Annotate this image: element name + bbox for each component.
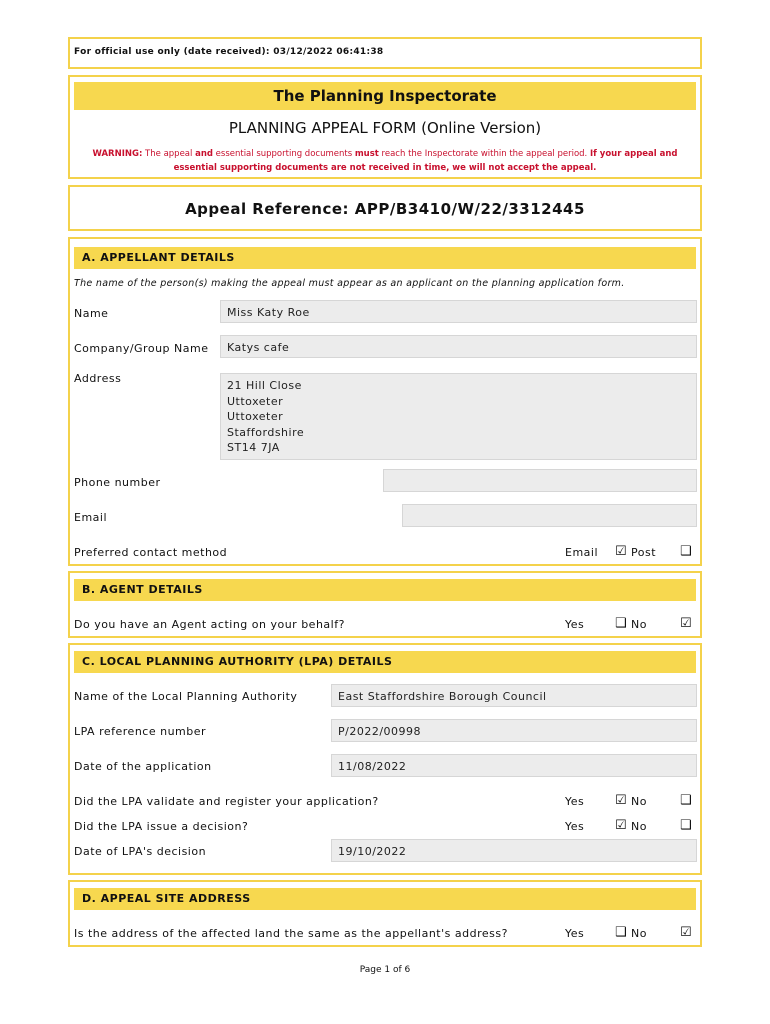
address-line: Uttoxeter (227, 394, 284, 408)
email-field[interactable] (402, 504, 697, 527)
warning-text: WARNING: The appeal and essential supporting documents must reach the Inspectorate within the appeal period. If your appeal and essential supporting documents are not received in time, we will not accept the appeal. (92, 149, 678, 173)
page-number: Page 1 of 6 (359, 965, 411, 975)
company-field[interactable]: Katys cafe (220, 335, 697, 358)
contact-post-label: Post (631, 546, 657, 559)
section-b-heading: B. AGENT DETAILS (74, 579, 696, 601)
site-yes-label: Yes (565, 927, 585, 940)
decision-no-checkbox[interactable]: ❑ (680, 818, 692, 833)
lpa-ref-label: LPA reference number (74, 725, 207, 738)
application-date-field[interactable]: 11/08/2022 (331, 754, 697, 777)
section-c-heading: C. LOCAL PLANNING AUTHORITY (LPA) DETAILS (74, 651, 696, 673)
decision-date-field[interactable]: 19/10/2022 (331, 839, 697, 862)
section-d-heading: D. APPEAL SITE ADDRESS (74, 888, 696, 910)
agent-no-label: No (631, 618, 647, 631)
contact-email-label: Email (565, 546, 599, 559)
validate-no-label: No (631, 795, 647, 808)
validate-yes-checkbox[interactable]: ☑ (615, 793, 627, 808)
official-use-box (68, 37, 702, 69)
form-header (68, 75, 702, 179)
lpa-ref-field[interactable]: P/2022/00998 (331, 719, 697, 742)
decision-date-label: Date of LPA's decision (74, 845, 207, 858)
application-date-label: Date of the application (74, 760, 212, 773)
site-question: Is the address of the affected land the same as the appellant's address? (74, 927, 508, 940)
decision-no-label: No (631, 820, 647, 833)
official-use-text: For official use only (date received): 03/12/2022 06:41:38 (74, 47, 384, 57)
agent-yes-label: Yes (565, 618, 585, 631)
address-line: Staffordshire (227, 425, 305, 439)
agent-yes-checkbox[interactable]: ❑ (615, 616, 627, 631)
form-title: PLANNING APPEAL FORM (Online Version) (228, 119, 542, 137)
site-no-label: No (631, 927, 647, 940)
section-a-heading: A. APPELLANT DETAILS (74, 247, 696, 269)
org-title-bar (74, 82, 696, 110)
appeal-reference-box (68, 185, 702, 231)
contact-email-checkbox[interactable]: ☑ (615, 544, 627, 559)
agent-question: Do you have an Agent acting on your behalf? (74, 618, 345, 631)
org-title: The Planning Inspectorate (273, 87, 497, 105)
name-field[interactable]: Miss Katy Roe (220, 300, 697, 323)
section-appeal-site (68, 880, 702, 947)
validate-yes-label: Yes (565, 795, 585, 808)
address-line: Uttoxeter (227, 410, 284, 423)
appeal-reference: Appeal Reference: APP/B3410/W/22/3312445 (185, 200, 585, 218)
validate-no-checkbox[interactable]: ❑ (680, 793, 692, 808)
section-lpa-details (68, 643, 702, 875)
agent-no-checkbox[interactable]: ☑ (680, 616, 692, 631)
email-label: Email (74, 511, 108, 524)
validate-question: Did the LPA validate and register your application? (74, 795, 379, 808)
phone-field[interactable] (383, 469, 697, 492)
address-line: 21 Hill Close (227, 379, 302, 392)
decision-question: Did the LPA issue a decision? (74, 820, 249, 833)
phone-label: Phone number (74, 476, 161, 489)
site-no-checkbox[interactable]: ☑ (680, 925, 692, 940)
address-label: Address (74, 372, 122, 385)
decision-yes-checkbox[interactable]: ☑ (615, 818, 627, 833)
site-yes-checkbox[interactable]: ❑ (615, 925, 627, 940)
contact-post-checkbox[interactable]: ❑ (680, 544, 692, 559)
lpa-name-field[interactable]: East Staffordshire Borough Council (331, 684, 697, 707)
name-label: Name (74, 307, 109, 320)
company-label: Company/Group Name (74, 342, 209, 355)
decision-yes-label: Yes (565, 820, 585, 833)
section-appellant-details (68, 237, 702, 566)
section-agent-details (68, 571, 702, 638)
address-line: ST14 7JA (227, 441, 280, 454)
address-field[interactable] (220, 373, 697, 460)
contact-method-label: Preferred contact method (74, 546, 228, 559)
section-a-note: The name of the person(s) making the appeal must appear as an applicant on the planning application form. (74, 278, 625, 289)
lpa-name-label: Name of the Local Planning Authority (74, 690, 298, 703)
